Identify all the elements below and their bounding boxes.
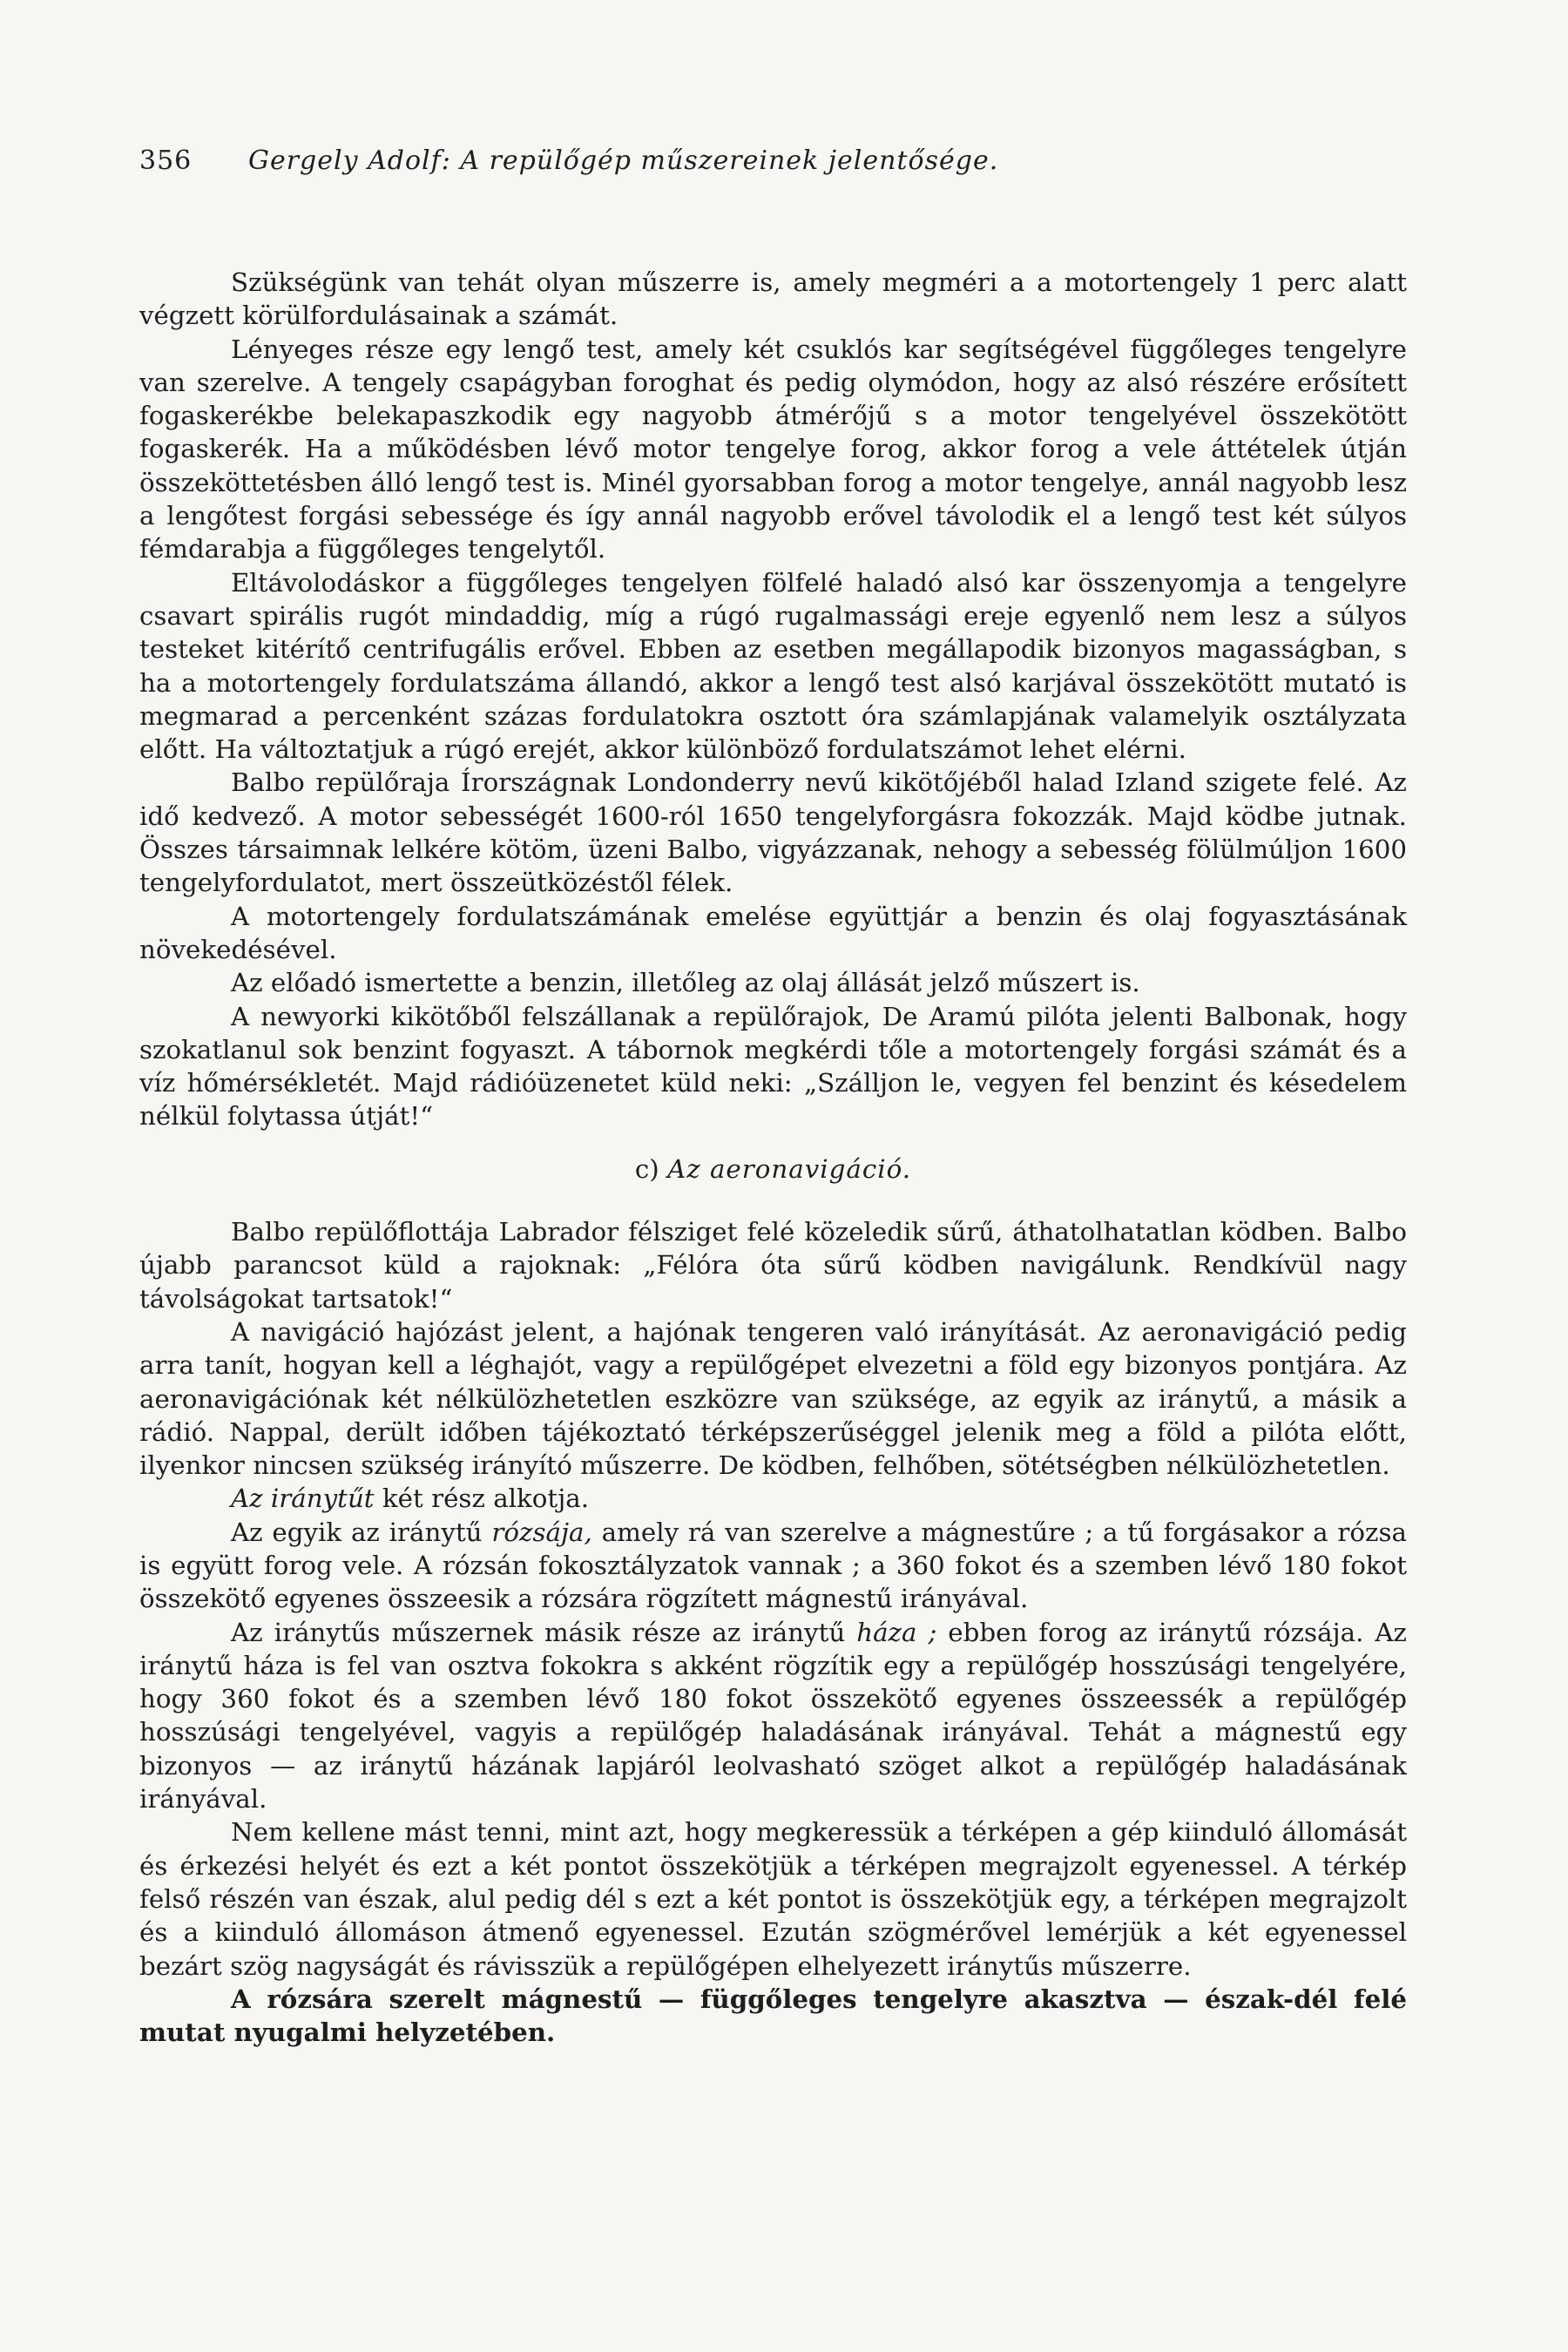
paragraph: [139, 1516, 1407, 1616]
page: [139, 144, 1407, 2049]
paragraph: Eltávolodáskor a függőleges tengelyen fölfelé haladó alsó kar összenyomja a tengelyre csavart spirális rugót mindaddig, míg a rúgó rugalmassági ereje egyenlő nem lesz a súlyos testeket kitérítő centrifugális erővel. Ebben az esetben megállapodik bizonyos magasságban, s ha a motortengely fordulatszáma állandó, akkor a lengő test alsó karjával összekötött mutató is megmarad a percenként százas fordulatokra osztott óra számlapjának valamelyik osztályzata előtt. Ha változtatjuk a rúgó erejét, akkor különböző fordulatszámot lehet elérni.: [139, 567, 1407, 765]
paragraph: Szükségünk van tehát olyan műszerre is, amely megméri a a motortengely 1 perc alatt végzett körülfordulásainak a számát.: [139, 267, 1407, 331]
paragraph: Az előadó ismertette a benzin, illetőleg az olaj állását jelző műszert is.: [231, 968, 1140, 998]
paragraph: Nem kellene mást tenni, mint azt, hogy megkeressük a térképen a gép kiinduló állomását és érkezési helyét és ezt a két pontot összekötjük a térképen megrajzolt egyenessel. A térkép felső részén van észak, alul pedig dél s ezt a két pontot is összekötjük egy, a térképen megrajzolt és a kiinduló állomáson átmenő egyenessel. Ezután szögmérővel lemérjük a két egyenessel bezárt szög nagyságát és rávisszük a repülőgépen elhelyezett iránytűs műszerre.: [139, 1817, 1407, 1981]
compass-intro-italic: Az iránytűt: [231, 1484, 375, 1514]
running-title: Gergely Adolf: A repülőgép műszereinek jelentősége.: [248, 145, 999, 176]
compass-intro-rest: két rész alkotja.: [374, 1484, 590, 1514]
paragraph: A motortengely fordulatszámának emelése együttjár a benzin és olaj fogyasztásának növekedésével.: [139, 901, 1407, 964]
paragraph: A newyorki kikötőből felszállanak a repülőrajok, De Aramú pilóta jelenti Balbonak, hogy szokatlanul sok benzint fogyaszt. A tábornok megkérdi tőle a motortengely forgási számát és a víz hőmérsékletét. Majd rádióüzenetet küld neki: „Szálljon le, vegyen fel benzint és késedelem nélkül folytassa útját!“: [139, 1001, 1407, 1132]
section-label: c): [634, 1153, 659, 1184]
paragraph: A rózsára szerelt mágnestű — függőleges tengelyre akasztva — észak-dél felé mutat nyugalmi helyzetében.: [139, 1983, 1407, 2048]
page-number: 356: [139, 145, 193, 176]
body-text: [139, 266, 1407, 2049]
paragraph: A navigáció hajózást jelent, a hajónak tengeren való irányítását. Az aeronavigáció pedig arra tanít, hogyan kell a léghajót, vagy a repülőgépet elvezetni a föld egy bizonyos pontjára. Az aeronavigációnak két nélkülözhetetlen eszközre van szüksége, az egyik az iránytű, a másik a rádió. Nappal, derült időben tájékoztató térképszerűséggel jelenik meg a föld a pilóta előtt, ilyenkor nincsen szükség irányító műszerre. De ködben, felhőben, sötétségben nélkülözhetetlen.: [139, 1316, 1407, 1481]
p1-after: amely rá van szerelve a mágnestűre ; a tű forgásakor a rózsa is együtt forog vele. A rózsán fokosztályzatok vannak ; a 360 fokot és a szemben lévő 180 fokot összekötő egyenes összeesik a rózsára rögzített mágnestű irányával.: [139, 1517, 1407, 1614]
paragraph: [139, 1616, 1407, 1816]
p2-italic: háza ;: [856, 1617, 937, 1647]
paragraph: [139, 1482, 1407, 1515]
paragraph: Lényeges része egy lengő test, amely két csuklós kar segítségével függőleges tengelyre van szerelve. A tengely csapágyban foroghat és pedig olymódon, hogy az alsó részére erősített fogaskerékbe belekapaszkodik egy nagyobb átmérőjű s a motor tengelyével összekötött fogaskerék. Ha a működésben lévő motor tengelye forog, akkor forog a vele áttételek útján összeköttetésben álló lengő test is. Minél gyorsabban forog a motor tengelye, annál nagyobb lesz a lengőtest forgási sebessége és így annál nagyobb erővel távolodik el a lengő test két súlyos fémdarabja a függőleges tengelytől.: [139, 334, 1407, 564]
paragraph: Balbo repülőflottája Labrador félsziget felé közeledik sűrű, áthatolhatatlan ködben. Balbo újabb parancsot küld a rajoknak: „Félóra óta sűrű ködben navigálunk. Rendkívül nagy távolságokat tartsatok!“: [139, 1217, 1407, 1314]
running-head: [139, 144, 1407, 179]
p2-after: ebben forog az iránytű rózsája. Az iránytű háza is fel van osztva fokokra s akként rögzítik egy a repülőgép hosszúsági tengelyére, hogy 360 fokot és a szemben lévő 180 fokot összekötő egyenes összeessék a repülőgép hosszúsági tengelyével, vagyis a repülőgép haladásának irányával. Tehát a mágnestű egy bizonyos — az iránytű házának lapjáról leolvasható szöget alkot a repülőgép haladásának irányával.: [139, 1617, 1407, 1815]
p2-before: Az iránytűs műszernek másik része az iránytű: [231, 1617, 857, 1647]
p1-before: Az egyik az iránytű: [231, 1517, 492, 1547]
section-title: [139, 1152, 1407, 1186]
section-title-text: Az aeronavigáció.: [667, 1153, 912, 1184]
p1-italic: rózsája,: [491, 1517, 592, 1547]
paragraph: Balbo repülőraja Írországnak Londonderry nevű kikötőjéből halad Izland szigete felé. Az idő kedvező. A motor sebességét 1600-ról 1650 tengelyforgásra fokozzák. Majd ködbe jutnak. Összes társaimnak lelkére kötöm, üzeni Balbo, vigyázzanak, nehogy a sebesség fölülmúljon 1600 tengelyfordulatot, mert összeütközéstől félek.: [139, 767, 1407, 898]
